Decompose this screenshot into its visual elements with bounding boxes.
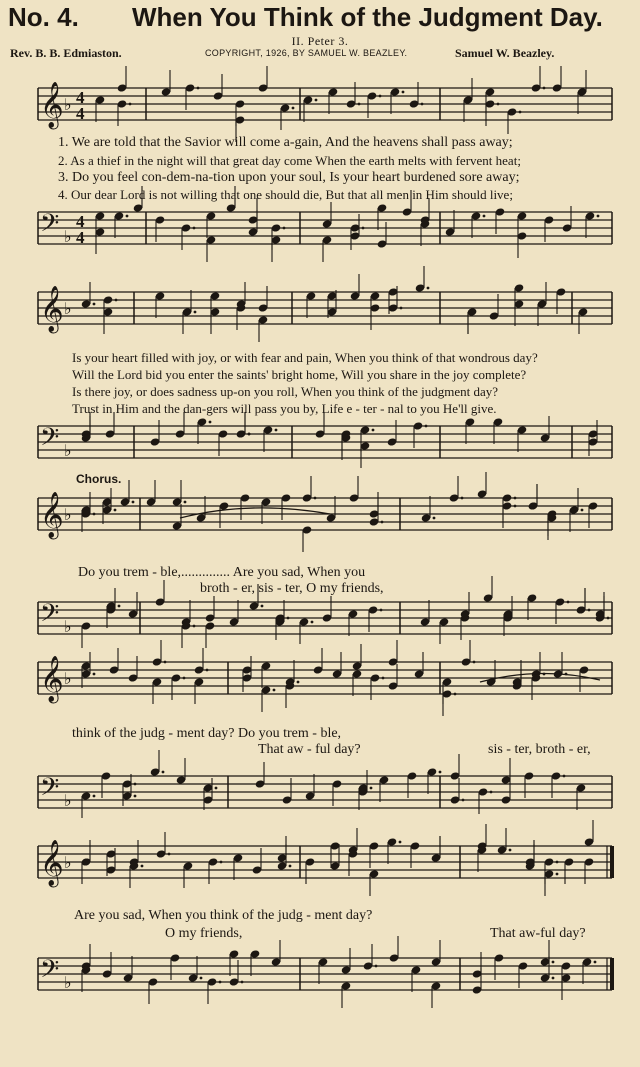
copyright-notice: COPYRIGHT, 1926, BY SAMUEL W. BEAZLEY. xyxy=(205,48,408,58)
bass-clef: 𝄢 xyxy=(40,599,60,634)
treble-clef: 𝄞 xyxy=(40,492,64,538)
bass-clef: 𝄢 xyxy=(40,423,60,458)
dot xyxy=(183,677,186,680)
chorus-line-2-upper: think of the judg - ment day? Do you trem - ble, xyxy=(72,726,342,741)
verse-1-line-b: Is your heart filled with joy, or with fear and pain, When you think of that wondrous day? xyxy=(72,350,538,365)
dot xyxy=(381,521,384,524)
dot xyxy=(164,661,167,664)
verse-4-line-a: 4. Our dear Lord is not willing that one should die, But that all men in Him should live; xyxy=(58,187,513,202)
dot xyxy=(287,617,290,620)
dot xyxy=(114,509,117,512)
dot xyxy=(193,625,196,628)
time-signature-top: 4 xyxy=(76,212,85,231)
dot xyxy=(567,601,570,604)
key-signature-flat: ♭ xyxy=(64,853,72,872)
chorus-line-1-lower: broth - er, sis - ter, O my friends, xyxy=(200,581,384,596)
dot xyxy=(402,91,405,94)
bass-clef: 𝄢 xyxy=(40,209,60,244)
dot xyxy=(134,783,137,786)
key-signature-flat: ♭ xyxy=(64,669,72,688)
dot xyxy=(115,299,118,302)
time-signature-top: 4 xyxy=(76,88,85,107)
final-barline-thick xyxy=(610,846,614,878)
dot xyxy=(497,103,500,106)
treble-clef: 𝄞 xyxy=(40,656,64,702)
verse-3-line-b: Is there joy, or does sadness up-on you roll, When you think of the judgment day? xyxy=(72,384,499,399)
chorus-line-1-upper: Do you trem - ble,.............. Are you sad, When you xyxy=(78,565,366,580)
dot xyxy=(273,689,276,692)
dot xyxy=(93,795,96,798)
chorus-label: Chorus. xyxy=(76,472,122,486)
scripture-reference: II. Peter 3. xyxy=(291,34,349,48)
key-signature-flat: ♭ xyxy=(64,227,72,246)
dot xyxy=(134,795,137,798)
chorus-line-3-upper: Are you sad, When you think of the judg - ment day? xyxy=(74,908,373,923)
dot xyxy=(275,429,278,432)
dot xyxy=(215,787,218,790)
final-barline-thick xyxy=(610,958,614,990)
dot xyxy=(399,841,402,844)
dot xyxy=(358,103,361,106)
dot xyxy=(425,425,428,428)
dot xyxy=(194,311,197,314)
bass-clef: 𝄢 xyxy=(40,773,60,808)
dot xyxy=(220,861,223,864)
dot xyxy=(197,87,200,90)
dot xyxy=(382,677,385,680)
verse-4-line-b: Trust in Him and the dan-gers will pass you by, Life e - ter - nal to you He'll give. xyxy=(72,401,497,416)
author-credit: Rev. B. B. Edmiaston. xyxy=(10,46,122,60)
dot xyxy=(372,429,375,432)
dot xyxy=(421,103,424,106)
dot xyxy=(132,501,135,504)
treble-clef: 𝄞 xyxy=(40,286,64,332)
dot xyxy=(209,421,212,424)
key-signature-flat: ♭ xyxy=(64,791,72,810)
dot xyxy=(311,621,314,624)
dot xyxy=(93,303,96,306)
chorus-line-3-lower-b: That aw-ful day? xyxy=(490,926,586,941)
chorus-line-2-lower-a: That aw - ful day? xyxy=(258,742,361,757)
dot xyxy=(283,227,286,230)
dot xyxy=(462,799,465,802)
dot xyxy=(400,307,403,310)
treble-clef: 𝄞 xyxy=(40,82,64,128)
dot xyxy=(427,287,430,290)
verse-3-line-a: 3. Do you feel con-dem-na-tion upon your soul, Is your heart burdened sore away; xyxy=(58,170,520,185)
dot xyxy=(509,849,512,852)
dot xyxy=(581,509,584,512)
dot xyxy=(241,981,244,984)
dot xyxy=(261,605,264,608)
dot xyxy=(118,605,121,608)
dot xyxy=(141,865,144,868)
chorus-line-3-lower-a: O my friends, xyxy=(165,926,243,941)
dot xyxy=(93,513,96,516)
dot xyxy=(514,497,517,500)
dot xyxy=(297,681,300,684)
dot xyxy=(129,103,132,106)
dot xyxy=(597,215,600,218)
dot xyxy=(375,965,378,968)
dot xyxy=(514,505,517,508)
dot xyxy=(184,501,187,504)
dot xyxy=(563,775,566,778)
dot xyxy=(315,99,318,102)
dot xyxy=(519,111,522,114)
dot xyxy=(168,853,171,856)
verse-2-line-a: 2. As a thief in the night will that great day come When the earth melts with fervent heat; xyxy=(58,153,521,168)
dot xyxy=(439,771,442,774)
dot xyxy=(362,227,365,230)
dot xyxy=(219,981,222,984)
dot xyxy=(543,87,546,90)
dot xyxy=(93,673,96,676)
dot xyxy=(556,861,559,864)
key-signature-flat: ♭ xyxy=(64,95,72,114)
dot xyxy=(552,977,555,980)
dot xyxy=(461,497,464,500)
dot xyxy=(454,693,457,696)
dot xyxy=(594,961,597,964)
dot xyxy=(473,661,476,664)
dot xyxy=(483,215,486,218)
hymn-title: When You Think of the Judgment Day. xyxy=(132,2,603,32)
key-signature-flat: ♭ xyxy=(64,973,72,992)
chorus-line-2-lower-b: sis - ter, broth - er, xyxy=(488,742,591,757)
dot xyxy=(206,669,209,672)
treble-clef: 𝄞 xyxy=(40,840,64,886)
dot xyxy=(292,107,295,110)
key-signature-flat: ♭ xyxy=(64,299,72,318)
dot xyxy=(126,215,129,218)
dot xyxy=(607,617,610,620)
time-signature-bottom: 4 xyxy=(76,104,85,123)
composer-credit: Samuel W. Beazley. xyxy=(455,46,555,60)
dot xyxy=(552,961,555,964)
dot xyxy=(556,873,559,876)
dot xyxy=(200,977,203,980)
dot xyxy=(370,787,373,790)
key-signature-flat: ♭ xyxy=(64,441,72,460)
key-signature-flat: ♭ xyxy=(64,505,72,524)
dot xyxy=(588,609,591,612)
key-signature-flat: ♭ xyxy=(64,617,72,636)
dot xyxy=(193,227,196,230)
time-signature-bottom: 4 xyxy=(76,228,85,247)
dot xyxy=(248,433,251,436)
dot xyxy=(314,497,317,500)
verse-1-line-a: 1. We are told that the Savior will come a-gain, And the heavens shall pass away; xyxy=(58,135,513,150)
dot xyxy=(433,517,436,520)
hymn-number: No. 4. xyxy=(8,2,79,32)
dot xyxy=(380,609,383,612)
dot xyxy=(490,791,493,794)
verse-2-line-b: Will the Lord bid you enter the saints' bright home, Will you share in the joy complete? xyxy=(72,367,527,382)
dot xyxy=(379,95,382,98)
dot xyxy=(289,865,292,868)
dot xyxy=(162,771,165,774)
bass-clef: 𝄢 xyxy=(40,955,60,990)
